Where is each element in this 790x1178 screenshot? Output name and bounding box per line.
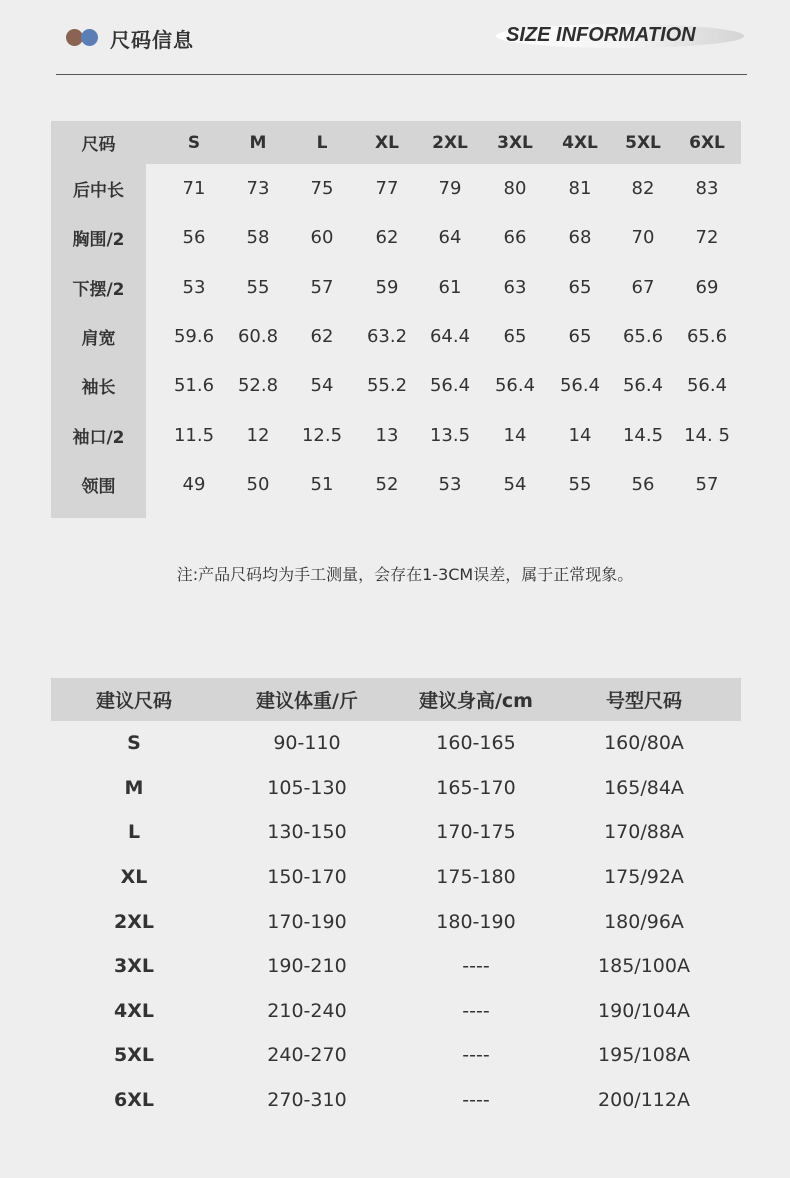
size-table-row [51,361,741,410]
measurement-value: 77 [375,178,399,200]
measurement-value: 59 [375,276,399,298]
recommendation-row [51,766,741,811]
measurement-value: 60 [310,227,334,249]
measurement-value: 53 [438,473,462,495]
recommendation-row [51,810,741,855]
recommended-height: 175-180 [436,866,516,889]
model-size: 185/100A [598,955,690,978]
size-table-row [51,213,741,262]
header-weight: 建议体重/斤 [256,690,358,712]
header-height: 建议身高/cm [418,690,533,712]
recommended-height: 160-165 [436,732,516,755]
size-table-header-row [51,121,741,164]
measurement-value: 81 [568,178,592,200]
measurement-value: 83 [695,178,719,200]
measurement-value: 65 [568,276,592,298]
recommended-weight: 150-170 [267,866,347,889]
measurement-value: 12 [246,424,270,446]
recommended-height: ---- [462,955,490,978]
measurement-value: 55 [246,276,270,298]
measurement-label: 领围 [81,476,116,497]
measurement-value: 64.4 [429,326,471,348]
header-divider [56,74,747,75]
size-header-cell: 5XL [625,132,661,153]
recommended-height: ---- [462,1089,490,1112]
recommended-size: S [127,732,141,755]
measurement-value: 14. 5 [684,424,730,446]
size-table-row [51,410,741,459]
size-recommendation-table [51,678,741,1122]
measurement-value: 50 [246,473,270,495]
model-size: 195/108A [598,1044,690,1067]
blue-dot-icon [81,29,98,46]
recommended-size: L [127,821,141,844]
size-header-cell: 6XL [689,132,725,153]
measurement-value: 56.4 [494,375,536,397]
measurement-value: 56.4 [622,375,664,397]
measurement-value: 60.8 [237,326,279,348]
recommended-weight: 170-190 [267,910,347,933]
measurement-value: 13.5 [429,424,471,446]
recommended-height: 180-190 [436,910,516,933]
recommendation-header-row [51,678,741,721]
recommendation-row [51,1078,741,1123]
recommended-weight: 270-310 [267,1089,347,1112]
measurement-value: 62 [375,227,399,249]
measurement-value: 65.6 [622,326,664,348]
recommended-size: 2XL [114,910,154,933]
header-model-size: 号型尺码 [605,690,682,712]
size-column-header: 尺码 [81,135,116,155]
measurement-value: 79 [438,178,462,200]
size-header-cell: XL [375,132,399,153]
measurement-value: 66 [503,227,527,249]
recommendation-row [51,944,741,989]
measurement-value: 69 [695,276,719,298]
header-recommended-size: 建议尺码 [95,690,172,712]
measurement-value: 14.5 [622,424,664,446]
measurement-value: 56 [182,227,206,249]
recommended-height: 165-170 [436,776,516,799]
measurement-value: 80 [503,178,527,200]
size-table-row [51,164,741,213]
measurement-value: 67 [631,276,655,298]
recommendation-row [51,899,741,944]
measurement-value: 65.6 [686,326,728,348]
recommendation-row [51,855,741,900]
measurement-value: 75 [310,178,334,200]
size-header-cell: 4XL [562,132,598,153]
measurement-value: 82 [631,178,655,200]
measurement-value: 56.4 [559,375,601,397]
recommended-height: ---- [462,999,490,1022]
measurement-value: 70 [631,227,655,249]
measurement-value: 71 [182,178,206,200]
measurement-value: 59.6 [173,326,215,348]
measurement-value: 54 [503,473,527,495]
measurement-value: 64 [438,227,462,249]
measurement-value: 58 [246,227,270,249]
measurement-value: 57 [310,276,334,298]
size-header-cell: M [249,132,267,153]
measurement-value: 65 [503,326,527,348]
measurement-value: 52.8 [237,375,279,397]
model-size: 200/112A [598,1089,690,1112]
size-header-cell: L [316,132,328,153]
measurement-value: 63.2 [366,326,408,348]
recommended-size: XL [120,866,148,889]
model-size: 175/92A [604,866,684,889]
model-size: 165/84A [604,776,684,799]
measurement-value: 12.5 [301,424,343,446]
measurement-value: 55.2 [366,375,408,397]
measurement-value: 56 [631,473,655,495]
measurement-value: 14 [568,424,592,446]
recommended-weight: 190-210 [267,955,347,978]
size-table-row [51,263,741,312]
measurement-value: 56.4 [429,375,471,397]
recommended-weight: 90-110 [273,732,341,755]
measurement-value: 55 [568,473,592,495]
recommendation-row [51,1033,741,1078]
size-header-cell: 3XL [497,132,533,153]
measurement-note: 注:产品尺码均为手工测量，会存在1-3CM误差，属于正常现象。 [176,565,634,584]
recommended-weight: 130-150 [267,821,347,844]
measurement-value: 63 [503,276,527,298]
recommended-weight: 240-270 [267,1044,347,1067]
measurement-value: 11.5 [173,424,215,446]
measurement-value: 13 [375,424,399,446]
recommended-size: 6XL [114,1089,154,1112]
model-size: 190/104A [598,999,690,1022]
size-header-cell: 2XL [432,132,468,153]
recommended-height: ---- [462,1044,490,1067]
measurement-value: 72 [695,227,719,249]
measurement-label: 袖长 [81,378,116,399]
measurement-value: 65 [568,326,592,348]
measurement-value: 53 [182,276,206,298]
measurement-label: 胸围/2 [72,230,125,251]
measurement-label: 后中长 [73,181,124,202]
size-table-row [51,312,741,361]
measurement-value: 51.6 [173,375,215,397]
model-size: 180/96A [604,910,684,933]
recommendation-row [51,721,741,766]
recommended-size: 4XL [114,999,154,1022]
page-title-english: SIZE INFORMATION [506,24,696,46]
measurement-value: 14 [503,424,527,446]
size-header-cell: S [187,132,201,153]
measurement-label: 袖口/2 [72,427,125,448]
recommended-size: 5XL [114,1044,154,1067]
recommended-size: 3XL [114,955,154,978]
measurement-value: 62 [310,326,334,348]
measurement-value: 49 [182,473,206,495]
recommended-height: 170-175 [436,821,516,844]
measurement-value: 61 [438,276,462,298]
model-size: 170/88A [604,821,684,844]
recommendation-row [51,989,741,1034]
recommended-size: M [124,776,144,799]
measurement-label: 肩宽 [81,329,116,350]
measurement-label: 下摆/2 [72,279,125,300]
recommended-weight: 105-130 [267,776,347,799]
model-size: 160/80A [604,732,684,755]
size-measurement-table [51,121,741,509]
measurement-value: 54 [310,375,334,397]
size-table-row [51,460,741,509]
measurement-value: 73 [246,178,270,200]
page-header [0,0,790,75]
measurement-value: 68 [568,227,592,249]
measurement-value: 56.4 [686,375,728,397]
page-title: 尺码信息 [110,28,194,52]
recommended-weight: 210-240 [267,999,347,1022]
measurement-value: 52 [375,473,399,495]
measurement-value: 51 [310,473,334,495]
measurement-value: 57 [695,473,719,495]
